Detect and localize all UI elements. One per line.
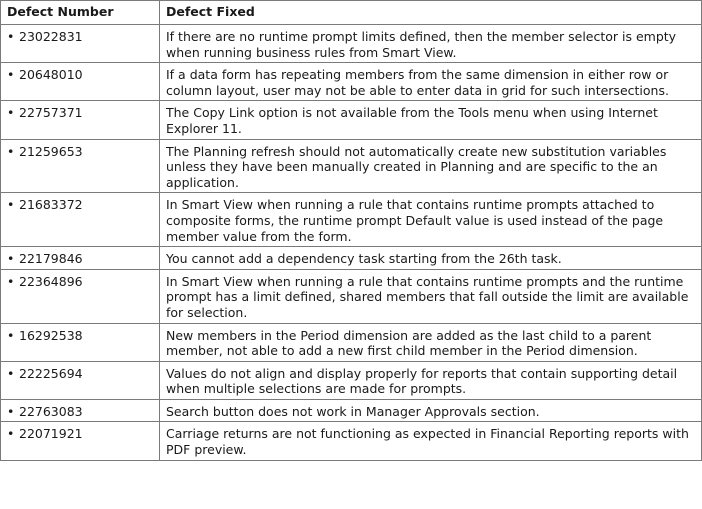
header-row [1,1,702,25]
defect-number-cell [1,399,160,422]
defect-number-cell [1,422,160,460]
defect-description: You cannot add a dependency task starting from the 26th task. [160,247,702,270]
table-row [1,101,702,139]
defect-description: If a data form has repeating members from the same dimension in either row or column layout, user may not be able to enter data in grid for such intersections. [160,63,702,101]
defect-description: New members in the Period dimension are added as the last child to a parent member, not able to add a new first child member in the Period dimension. [160,323,702,361]
defect-number-cell [1,193,160,247]
bullet-icon: • [7,105,15,121]
defect-number-cell [1,323,160,361]
table-row [1,25,702,63]
bullet-icon: • [7,197,15,213]
header-defect-fixed: Defect Fixed [160,1,702,25]
defect-number-cell [1,361,160,399]
defect-description: Carriage returns are not functioning as expected in Financial Reporting reports with PDF preview. [160,422,702,460]
table-row [1,399,702,422]
bullet-icon: • [7,251,15,267]
defect-number: 16292538 [19,327,83,343]
bullet-icon: • [7,327,15,343]
defect-number: 23022831 [19,29,83,44]
header-defect-number: Defect Number [1,1,160,25]
table-row [1,247,702,270]
defect-number: 20648010 [19,67,83,83]
defect-number: 22757371 [19,105,83,121]
defect-number: 22179846 [19,251,83,267]
defect-number: 22071921 [19,426,83,442]
table-row [1,323,702,361]
defect-description: The Planning refresh should not automatically create new substitution variables unless they have been manually created in Planning and are specific to the an application. [160,139,702,193]
bullet-icon: • [7,365,15,381]
bullet-icon: • [7,403,15,419]
defect-number-cell [1,269,160,323]
table-row [1,139,702,193]
defect-number: 22225694 [19,365,83,381]
defect-number: 22763083 [19,403,83,419]
defect-description: If there are no runtime prompt limits defined, then the member selector is empty when running business rules from Smart View. [160,25,702,63]
defect-number: 21683372 [19,197,83,213]
defect-number-cell [1,139,160,193]
defect-number-cell [1,63,160,101]
table-row [1,193,702,247]
defect-description: The Copy Link option is not available from the Tools menu when using Internet Explorer 11. [160,101,702,139]
bullet-icon: • [7,426,15,442]
defect-number-cell [1,247,160,270]
defect-description: Values do not align and display properly for reports that contain supporting detail when multiple selections are made for prompts. [160,361,702,399]
defect-number-cell [1,25,160,63]
defect-number: 22364896 [19,273,83,289]
bullet-icon: • [7,273,15,289]
defect-description: Search button does not work in Manager Approvals section. [160,399,702,422]
defect-description: In Smart View when running a rule that contains runtime prompts and the runtime prompt has a limit defined, shared members that fall outside the limit are available for selection. [160,269,702,323]
bullet-icon: • [7,143,15,159]
table-row [1,63,702,101]
bullet-icon: • [7,67,15,83]
table-row [1,361,702,399]
table-row [1,269,702,323]
defect-number-cell [1,101,160,139]
defect-number: 21259653 [19,143,83,159]
defect-description: In Smart View when running a rule that contains runtime prompts attached to composite forms, the runtime prompt Default value is used instead of the page member value from the form. [160,193,702,247]
bullet-icon: • [7,29,15,44]
table-row [1,422,702,460]
